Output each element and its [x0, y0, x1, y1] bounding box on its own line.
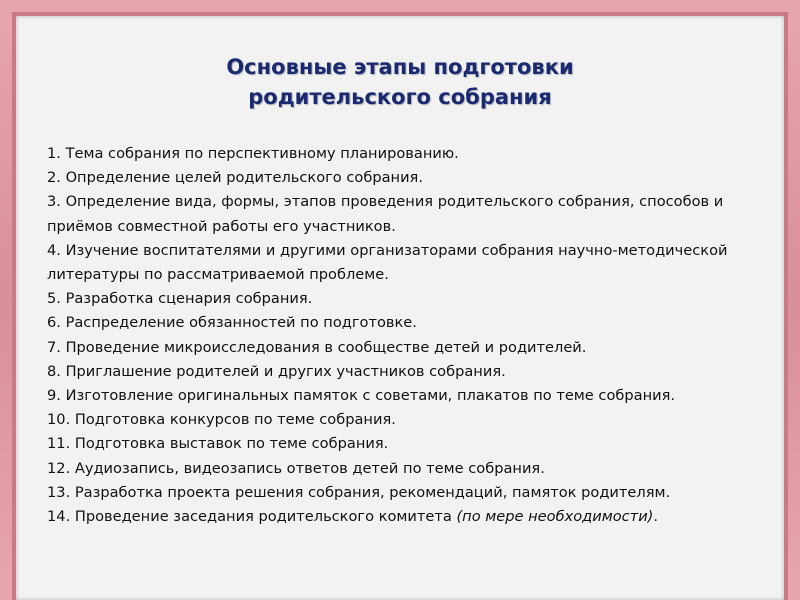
title-line-1: Основные этапы подготовки [226, 55, 574, 79]
title-line-2: родительского собрания [248, 85, 552, 109]
list-item: 1. Тема собрания по перспективному планированию. [47, 145, 459, 162]
list-item [47, 505, 767, 529]
list-item: 13. Разработка проекта решения собрания, рекомендаций, памяток родителям. [47, 483, 671, 501]
list-item: 4. Изучение воспитателями и другими организаторами собрания научно-методической литературы по рассматриваемой проблеме. [47, 241, 728, 284]
list-item: 2. Определение целей родительского собрания. [47, 169, 423, 187]
list-item: 12. Аудиозапись, видеозапись ответов детей по теме собрания. [47, 459, 545, 477]
list-item: 11. Подготовка выставок по теме собрания. [47, 435, 389, 453]
list-item-text: 14. Проведение заседания родительского комитета [47, 508, 457, 526]
list-item: 3. Определение вида, формы, этапов проведения родительского собрания, способов и приёмов совместной работы его участников. [47, 193, 724, 235]
list-item-note: (по мере необходимости) [456, 508, 654, 526]
list-item-end: . [653, 508, 659, 526]
list-item: 8. Приглашение родителей и других участников собрания. [47, 362, 506, 380]
page-title [16, 52, 784, 112]
slide-content [16, 16, 784, 600]
steps-list [47, 142, 767, 529]
list-item: 10. Подготовка конкурсов по теме собрания. [47, 411, 396, 429]
list-item: 7. Проведение микроисследования в сообществе детей и родителей. [47, 338, 587, 356]
list-item: 9. Изготовление оригинальных памяток с советами, плакатов по теме собрания. [47, 387, 676, 405]
list-item: 6. Распределение обязанностей по подготовке. [47, 314, 417, 332]
list-item: 5. Разработка сценария собрания. [47, 290, 313, 308]
